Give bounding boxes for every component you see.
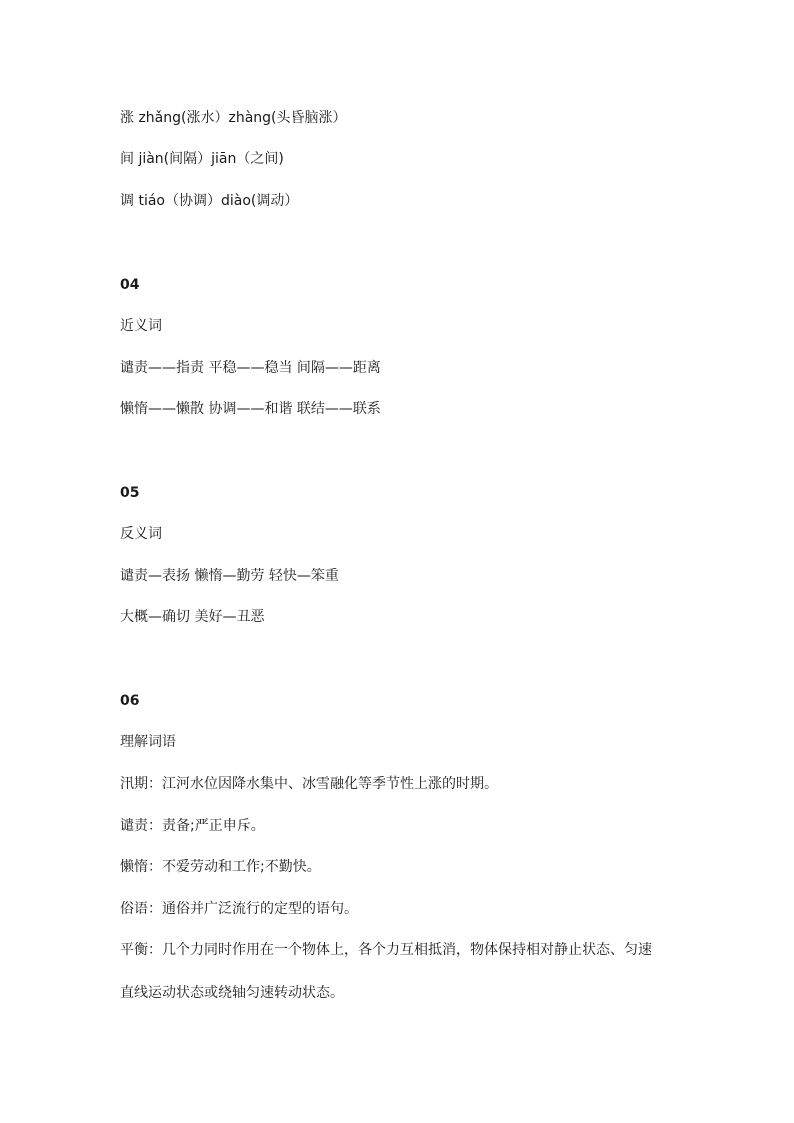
- antonym-line-2: 大概—确切 美好—丑恶: [120, 609, 265, 625]
- pronunciation-line-tiao: 调 tiáo（协调）diào(调动）: [120, 193, 299, 209]
- vocabulary-line-suyu: 俗语：通俗并广泛流行的定型的语句。: [120, 901, 358, 917]
- vocabulary-line-qianze: 谴责：责备;严正申斥。: [120, 818, 265, 834]
- section-number-synonyms: 04: [120, 277, 140, 293]
- pronunciation-line-zhang: 涨 zhǎng(涨水）zhàng(头昏脑涨）: [120, 110, 347, 126]
- vocabulary-line-xunqi: 汛期：江河水位因降水集中、冰雪融化等季节性上涨的时期。: [120, 776, 498, 792]
- section-number-antonyms: 05: [120, 485, 140, 501]
- section-title-antonyms: 反义词: [120, 526, 162, 542]
- vocabulary-line-pingheng: 平衡：几个力同时作用在一个物体上，各个力互相抵消，物体保持相对静止状态、匀速: [120, 942, 652, 958]
- vocabulary-line-pingheng-continued: 直线运动状态或绕轴匀速转动状态。: [120, 985, 344, 1001]
- synonym-line-1: 谴责——指责 平稳——稳当 间隔——距离: [120, 360, 381, 376]
- vocabulary-line-landuo: 懒惰：不爱劳动和工作;不勤快。: [120, 859, 321, 875]
- pronunciation-line-jian: 间 jiàn(间隔）jiān（之间): [120, 151, 284, 167]
- antonym-line-1: 谴责—表扬 懒惰—勤劳 轻快—笨重: [120, 568, 339, 584]
- section-title-vocabulary: 理解词语: [120, 734, 176, 750]
- section-title-synonyms: 近义词: [120, 318, 162, 334]
- section-number-vocabulary: 06: [120, 693, 140, 709]
- synonym-line-2: 懒惰——懒散 协调——和谐 联结——联系: [120, 401, 381, 417]
